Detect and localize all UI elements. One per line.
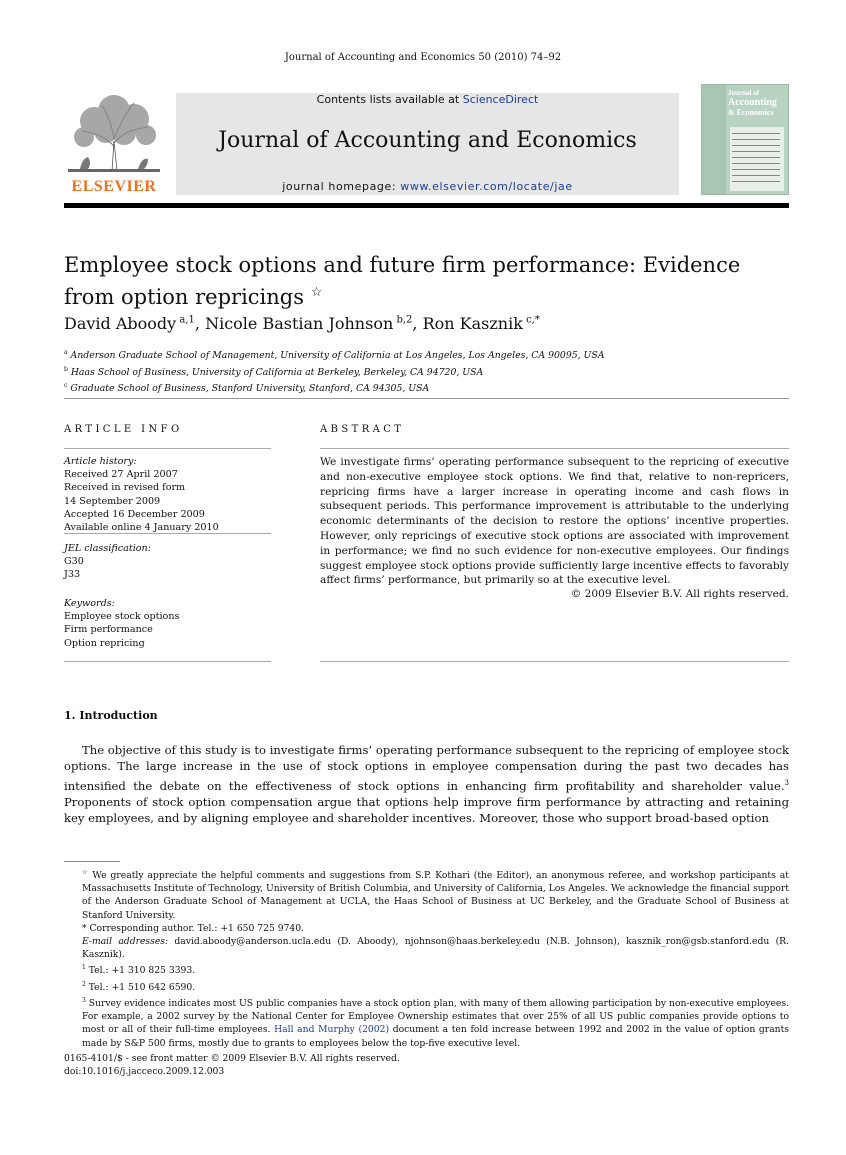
jel-classification <box>64 542 271 582</box>
abstract-heading: ABSTRACT <box>320 424 405 435</box>
footnote-text: Survey evidence indicates most US public companies have a stock option plan, with many of them allowing participation by non-executive employees. For example, a 2002 survey by the National Center for Employee Ownership estimates that over 25% of all US public companies provide options to most or all of their full-time employees. <box>82 998 789 1036</box>
author-affiliation-mark[interactable]: c,* <box>526 314 540 326</box>
history-item: 14 September 2009 <box>64 495 161 507</box>
abstract-text: We investigate firms’ operating performance subsequent to the repricing of executive and non-executive employee stock options. We find that, relative to non-repricers, repricing firms have a larger increase in operating income and cash flows in subsequent periods. This performance improvement is attributable to the underlying economic determinants of the decision to restore the options’ incentive properties. However, only repricings of executive stock options are associated with improvement in performance; we find no such evidence for non-executive employees. Our findings suggest employee stock options provide sufficiently large incentive effects to favorably affect firms’ performance, but primarily so at the executive level. <box>320 456 789 587</box>
footnote-text: Tel.: +1 510 642 6590. <box>85 981 196 993</box>
history-item: Available online 4 January 2010 <box>64 522 219 534</box>
email-label: E-mail addresses: <box>82 936 169 948</box>
journal-homepage-line <box>176 180 679 193</box>
footnote-emails <box>64 935 789 961</box>
footnote-1 <box>64 961 789 977</box>
footnote-mark: ☆ <box>82 869 89 876</box>
publisher-wordmark: ELSEVIER <box>71 178 157 195</box>
keywords <box>64 597 271 650</box>
affiliation-list <box>64 346 789 396</box>
journal-cover-thumbnail <box>701 84 789 195</box>
issn-line: 0165-4101/$ - see front matter © 2009 Elsevier B.V. All rights reserved. <box>64 1053 400 1064</box>
sciencedirect-link[interactable]: ScienceDirect <box>462 93 539 106</box>
publication-metadata <box>64 1052 564 1078</box>
doi-line[interactable]: doi:10.1016/j.jacceco.2009.12.003 <box>64 1066 225 1077</box>
homepage-link[interactable]: www.elsevier.com/locate/jae <box>400 180 573 193</box>
author-name[interactable]: Nicole Bastian Johnson <box>205 314 394 333</box>
history-item: Received in revised form <box>64 482 186 494</box>
email-addresses[interactable]: david.aboody@anderson.ucla.edu (D. Aboody), njohnson@haas.berkeley.edu (N.B. Johnson), kasznik_ron@gsb.stanford.edu (R. Kasznik). <box>82 936 789 961</box>
homepage-prefix: journal homepage: <box>282 180 401 193</box>
history-label: Article history: <box>64 456 137 467</box>
section-heading: 1. Introduction <box>64 709 158 722</box>
footnote-mark: 1 <box>82 964 86 972</box>
article-title-text: Employee stock options and future firm performance: Evidence from option repricings <box>64 253 741 309</box>
footnote-text: We greatly appreciate the helpful comments and suggestions from S.P. Kothari (the Editor), an anonymous referee, and workshop participants at Massachusetts Institute of Technology, University of British Columbia, and University of California, Los Angeles. We acknowledge the financial support of the Anderson Graduate School of Management at UCLA, the Haas School of Business at UC Berkeley, and the Graduate School of Business at Stanford University. <box>82 870 789 921</box>
journal-name: Journal of Accounting and Economics <box>218 128 637 153</box>
footnote-divider <box>64 861 120 862</box>
intro-text-part: Proponents of stock option compensation argue that options help improve firm performance by attracting and retaining key employees, and by aligning employee and shareholder incentives. Moreover, those who support broad-based option <box>64 795 789 826</box>
contents-availability-line <box>176 93 679 106</box>
introduction-paragraph <box>64 742 789 827</box>
footnote-ref[interactable]: 3 <box>784 778 789 787</box>
running-head: Journal of Accounting and Economics 50 (2010) 74–92 <box>284 52 562 63</box>
title-footnote-mark[interactable]: ☆ <box>310 285 323 300</box>
cover-title-line-3: & Economics <box>728 108 774 117</box>
jel-label: JEL classification: <box>64 543 151 554</box>
author-list: David Aboody $^{a,1}$, Nicole Bastian Johnson $^{b,2}$, Ron Kasznik $^{c,*}$ <box>64 314 540 333</box>
affiliation-item <box>64 363 789 380</box>
article-info-rule-mid <box>64 533 271 534</box>
affiliation-mark: a <box>64 349 68 356</box>
author-affiliation-mark[interactable]: b,2 <box>396 314 413 326</box>
footnote-2 <box>64 978 789 994</box>
article-info-rule-bottom <box>64 661 271 662</box>
footnote-mark: 3 <box>82 997 86 1005</box>
keyword: Employee stock options <box>64 611 180 623</box>
article-info-rule-top <box>64 448 271 449</box>
footnote-text: Tel.: +1 310 825 3393. <box>85 965 196 977</box>
keyword: Option repricing <box>64 637 145 649</box>
jel-code: J33 <box>64 569 81 581</box>
footnote-mark: 2 <box>82 980 86 988</box>
footnote-text: document a ten fold increase between 1992 and 2002 in the value of option grants made by S&P 500 firms, mostly due to grants to employees below the top-five executive level. <box>82 1024 789 1049</box>
author-name[interactable]: David Aboody <box>64 314 177 333</box>
footnote-acknowledgment <box>64 866 789 922</box>
abstract-copyright: © 2009 Elsevier B.V. All rights reserved. <box>570 588 789 600</box>
jel-code: G30 <box>64 556 84 568</box>
keyword: Firm performance <box>64 624 153 636</box>
article-info-heading: ARTICLE INFO <box>64 424 183 435</box>
abstract-rule-bottom <box>320 661 789 662</box>
cover-title-line-1: Journal of <box>728 89 759 97</box>
affiliation-text: Graduate School of Business, Stanford University, Stanford, CA 94305, USA <box>70 383 430 395</box>
cover-title <box>728 88 777 118</box>
article-history <box>64 455 271 534</box>
contents-prefix: Contents lists available at <box>316 93 463 106</box>
affiliation-item <box>64 346 789 363</box>
keywords-label: Keywords: <box>64 598 115 609</box>
intro-text-part: The objective of this study is to investigate firms’ operating performance subsequent to the repricing of employee stock options. The large increase in the use of stock options in employee compensation during the past two decades has intensified the debate on the effectiveness of stock options in enhancing firm profitability and shareholder value. <box>64 743 789 793</box>
affiliation-text: Anderson Graduate School of Management, University of California at Los Angeles, Los Angeles, CA 90095, USA <box>70 350 605 362</box>
article-title <box>64 251 789 311</box>
affiliation-mark: c <box>64 382 68 390</box>
citation-link[interactable]: Hall and Murphy (2002) <box>274 1024 390 1036</box>
history-item: Accepted 16 December 2009 <box>64 508 205 520</box>
affiliation-item <box>64 379 789 396</box>
affiliation-text: Haas School of Business, University of California at Berkeley, Berkeley, CA 94720, USA <box>70 366 484 378</box>
history-item: Received 27 April 2007 <box>64 469 178 481</box>
footnote-3 <box>64 994 789 1050</box>
footnotes <box>64 866 789 1050</box>
header-divider <box>64 203 789 208</box>
author-name[interactable]: Ron Kasznik <box>422 314 523 333</box>
author-affiliation-mark[interactable]: a,1 <box>179 314 195 326</box>
cover-strip <box>702 85 726 195</box>
cover-title-line-2: Accounting <box>728 97 777 108</box>
affiliation-divider <box>64 398 789 399</box>
footnote-corresponding: * Corresponding author. Tel.: +1 650 725 9740. <box>82 922 305 934</box>
affiliation-mark: b <box>64 365 68 373</box>
abstract-rule-top <box>320 448 789 449</box>
